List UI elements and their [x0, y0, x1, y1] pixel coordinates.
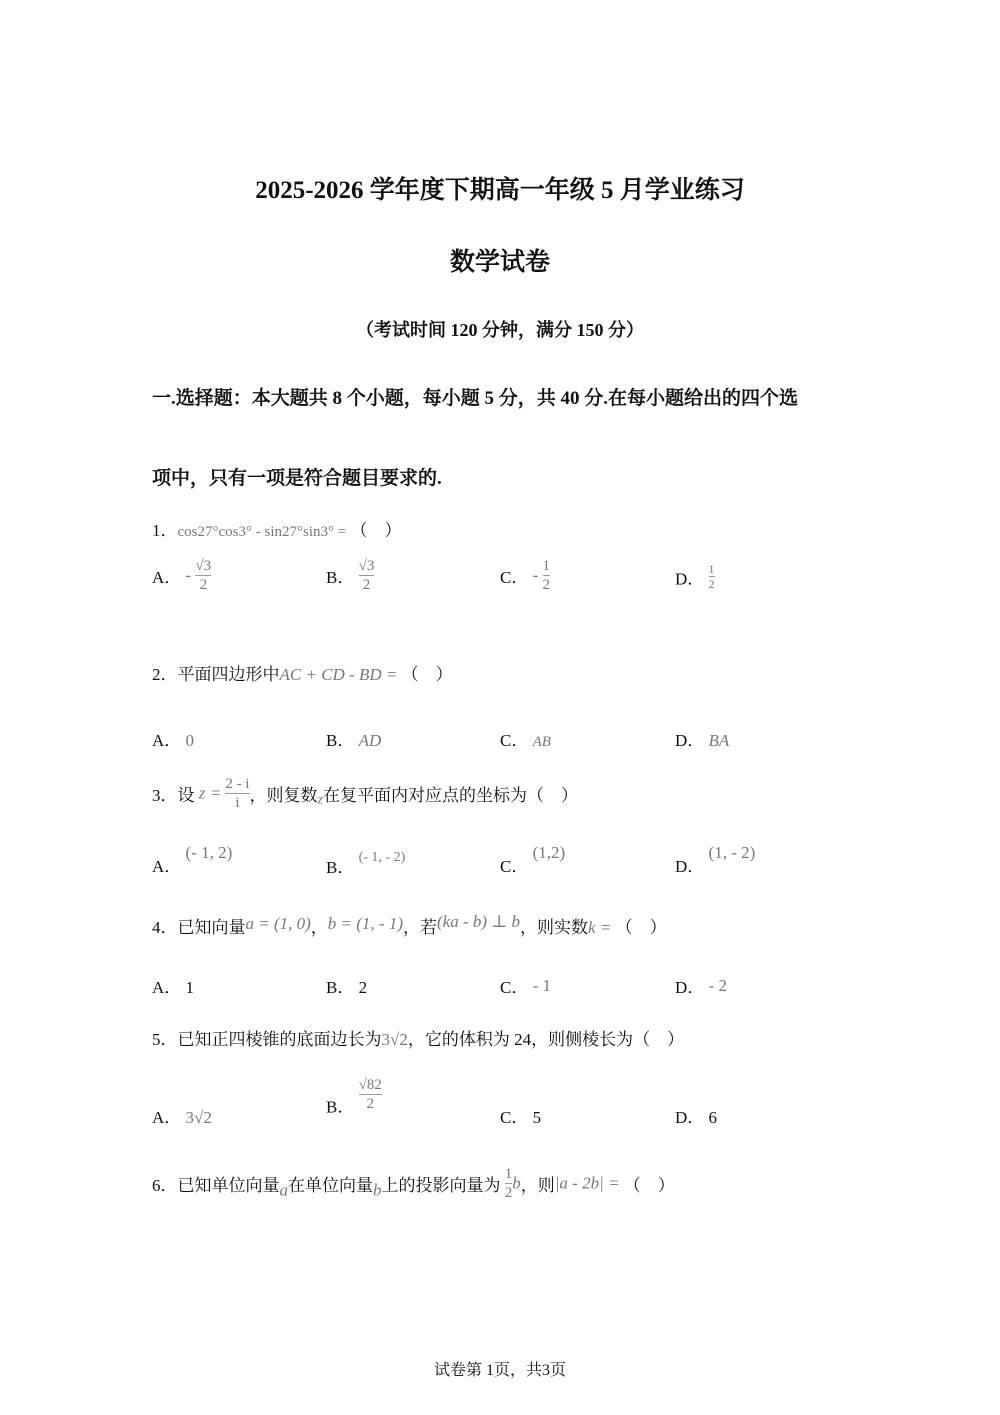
fraction-denominator: i	[225, 793, 249, 812]
exam-subtitle: 数学试卷	[449, 249, 550, 276]
option-value: 1	[185, 978, 195, 997]
exam-title: 2025-2026 学年度下期高一年级 5 月学业练习	[255, 177, 745, 204]
section-heading-line1: 一.选择题：本大题共 8 个小题，每小题 5 分，共 40 分.在每小题给出的四个选	[152, 388, 799, 409]
vector-b: b	[373, 1180, 382, 1200]
option-label: B．	[326, 858, 355, 877]
option-label: D．	[675, 569, 705, 589]
fraction-numerator: 1	[504, 1166, 513, 1182]
question-6	[152, 1166, 675, 1201]
q3-option-d	[675, 843, 755, 877]
question-5	[152, 1025, 684, 1050]
option-fraction	[543, 558, 551, 593]
question-text: 在复平面内对应点的坐标为（ ）	[322, 786, 578, 805]
fraction-denominator: 2	[708, 577, 715, 592]
option-label: A．	[152, 731, 182, 750]
question-text: 已知单位向量	[177, 1176, 280, 1195]
question-expression: cos27°cos3° - sin27°sin3° =	[177, 524, 347, 540]
q2-option-b	[326, 726, 381, 751]
option-label: A．	[152, 857, 182, 876]
option-value: (- 1, - 2)	[358, 850, 406, 865]
option-value: AD	[358, 731, 382, 750]
option-value: 0	[185, 731, 195, 750]
q3-option-b	[326, 846, 405, 878]
question-1	[152, 516, 401, 541]
question-number: 3．	[152, 786, 178, 805]
q4-option-d	[675, 973, 727, 998]
q5-option-d	[675, 1103, 717, 1128]
question-number: 1．	[152, 521, 178, 540]
option-value: 2	[358, 978, 368, 997]
question-text: 在单位向量	[288, 1176, 373, 1195]
option-label: C．	[500, 568, 529, 587]
separator: ，	[310, 918, 328, 937]
fraction-numerator: √3	[195, 558, 212, 574]
q2-option-c	[500, 726, 551, 751]
q5-option-c	[500, 1103, 541, 1128]
fraction-numerator: √82	[358, 1077, 382, 1093]
question-tail: （ ）	[401, 665, 453, 684]
fraction-numerator: 1	[708, 562, 715, 576]
option-label: D．	[675, 1108, 705, 1127]
question-4	[152, 912, 667, 938]
question-text: 设	[177, 786, 195, 805]
vector-b: b = (1, - 1)	[327, 914, 404, 933]
option-fraction	[359, 1077, 382, 1112]
q5-option-a	[152, 1103, 212, 1128]
option-value: BA	[708, 731, 730, 750]
option-label: A．	[152, 568, 182, 587]
question-tail: （ ）	[350, 521, 402, 540]
question-3	[152, 776, 578, 811]
question-text: ，若	[403, 918, 438, 937]
side-length: 3√2	[381, 1030, 408, 1049]
q2-option-d	[675, 726, 729, 751]
option-fraction	[195, 558, 211, 593]
q2-option-a	[152, 726, 194, 751]
q1-option-a	[152, 558, 211, 593]
option-value: 3√2	[185, 1108, 212, 1127]
fraction-denominator: 2	[359, 575, 375, 594]
option-value: (1, - 2)	[708, 843, 756, 862]
section-heading-line2: 项中，只有一项是符合题目要求的.	[152, 468, 442, 489]
question-text: ，则实数	[520, 918, 589, 937]
option-fraction	[709, 563, 715, 591]
question-tail: （ ）	[615, 918, 667, 937]
q4-option-b	[326, 973, 367, 998]
option-label: C．	[500, 731, 529, 750]
page-footer: 试卷第 1页，共3页	[433, 1362, 566, 1379]
question-text: 上的投影向量为	[381, 1176, 501, 1195]
question-text: 已知向量	[177, 918, 246, 937]
question-tail: （ ）	[623, 1176, 675, 1195]
z-variable: z =	[198, 783, 222, 803]
option-value: - 2	[708, 976, 727, 995]
q1-option-c	[500, 558, 550, 593]
option-label: B．	[326, 731, 355, 750]
option-value: (- 1, 2)	[185, 843, 233, 862]
option-value: 5	[532, 1108, 542, 1127]
question-number: 6．	[152, 1176, 178, 1195]
q1-option-b	[326, 558, 374, 593]
option-label: D．	[675, 978, 705, 997]
option-label: C．	[500, 978, 529, 997]
question-number: 2．	[152, 665, 178, 684]
option-value: (1,2)	[532, 843, 566, 862]
z-variable: z	[317, 792, 323, 808]
question-number: 4．	[152, 918, 178, 937]
q1-option-d	[675, 563, 715, 591]
fraction-denominator: 2	[542, 576, 551, 593]
question-text: 平面四边形中	[177, 665, 280, 684]
option-sign: -	[185, 565, 192, 585]
fraction-denominator: 2	[195, 575, 211, 594]
question-text: ，则	[520, 1176, 555, 1195]
question-text: ，则复数	[249, 786, 318, 805]
q4-option-c	[500, 973, 551, 998]
option-label: B．	[326, 978, 355, 997]
option-value: - 1	[532, 976, 552, 995]
option-fraction	[359, 558, 375, 593]
option-label: B．	[326, 568, 355, 587]
q3-option-a	[152, 843, 232, 877]
question-expression: AC + CD - BD =	[279, 665, 398, 684]
question-number: 5．	[152, 1030, 178, 1049]
option-label: B．	[326, 1097, 355, 1117]
option-value: 6	[708, 1108, 718, 1127]
option-sign: -	[532, 565, 539, 585]
fraction-numerator: √3	[358, 558, 375, 574]
question-2	[152, 660, 453, 685]
vector-a: a	[279, 1180, 288, 1200]
question-expression: |a - 2b| =	[554, 1173, 620, 1193]
q5-option-b	[326, 1077, 382, 1117]
option-label: D．	[675, 731, 705, 750]
option-label: D．	[675, 857, 705, 876]
option-label: A．	[152, 1108, 182, 1127]
fraction-denominator: 2	[504, 1184, 513, 1201]
exam-info: （考试时间 120 分钟，满分 150 分）	[356, 320, 644, 340]
option-label: A．	[152, 978, 182, 997]
k-variable: k =	[588, 918, 612, 937]
option-value: AB	[532, 734, 551, 750]
q3-option-c	[500, 843, 565, 877]
question-text: 已知正四棱锥的底面边长为	[177, 1030, 382, 1049]
question-text: ，它的体积为 24，则侧棱长为（ ）	[407, 1030, 685, 1049]
fraction-numerator: 2 - i	[225, 776, 250, 792]
vector-a: a = (1, 0)	[245, 914, 311, 933]
fraction-denominator: 2	[359, 1094, 382, 1113]
fraction-numerator: 1	[542, 558, 551, 574]
option-label: C．	[500, 857, 529, 876]
option-label: C．	[500, 1108, 529, 1127]
question-fraction	[225, 776, 249, 811]
vector-b: b	[512, 1173, 521, 1193]
q4-option-a	[152, 973, 194, 998]
perpendicular-condition: (ka - b) ⊥ b	[437, 912, 521, 931]
